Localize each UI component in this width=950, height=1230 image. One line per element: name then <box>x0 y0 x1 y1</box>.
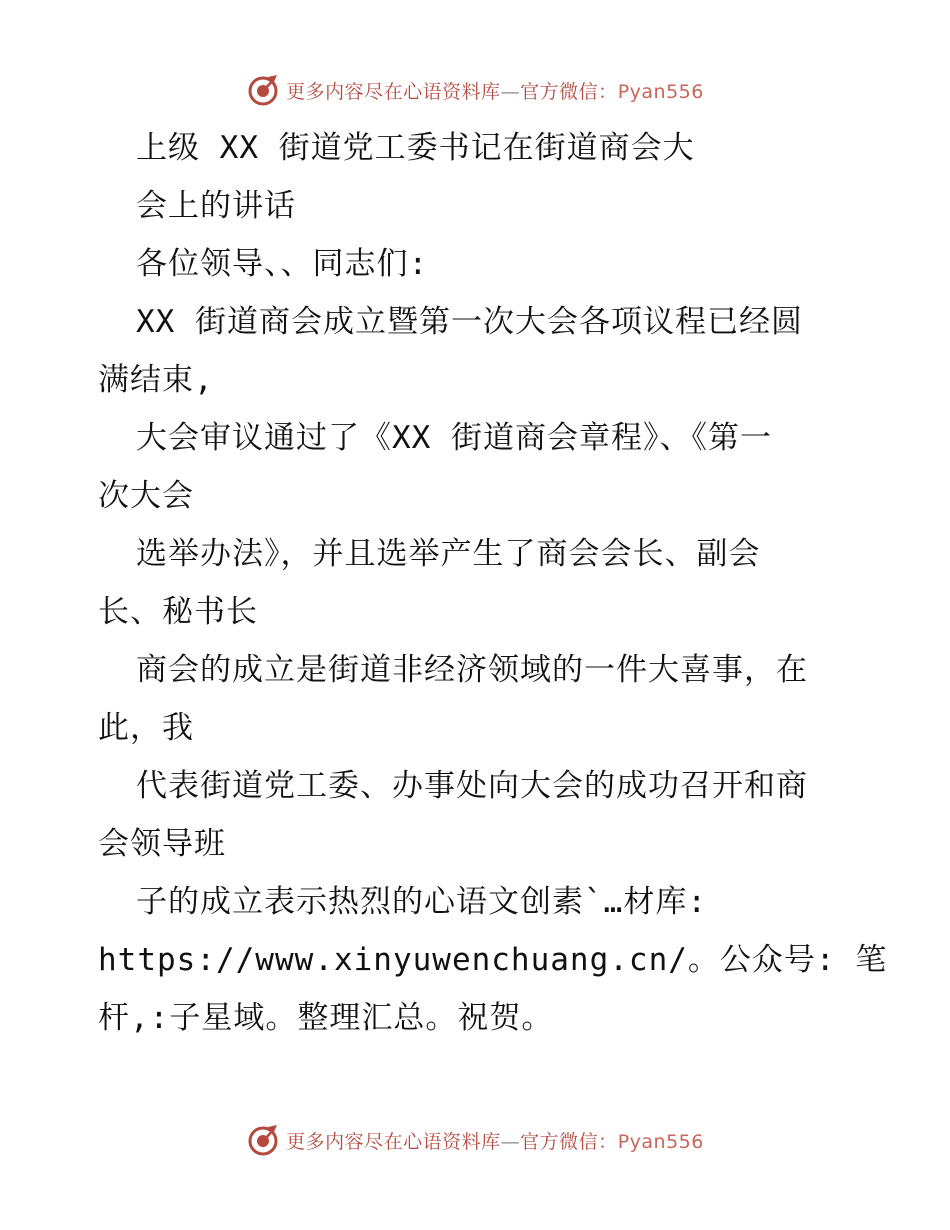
paragraph-line: XX 街道商会成立暨第一次大会各项议程已经圆 <box>136 304 803 340</box>
paragraph-line: https://www.xinyuwenchuang.cn/。公众号: 笔 <box>98 942 888 978</box>
paragraph-line: 子的成立表示热烈的心语文创素`…材库: <box>136 884 707 920</box>
paragraph-line: 选举办法》，并且选举产生了商会会长、副会 <box>136 536 761 572</box>
header-watermark <box>0 70 950 110</box>
brand-logo-icon <box>246 73 280 107</box>
watermark-separator: — <box>500 80 521 103</box>
paragraph-line: 大会审议通过了《XX 街道商会章程》、《第一 <box>136 420 772 456</box>
watermark-main: 更多内容尽在心语资料库 <box>286 1130 501 1153</box>
watermark-wechat-id: Pyan556 <box>617 80 704 103</box>
paragraph-line: 杆,:子星域。整理汇总。祝贺。 <box>98 1000 554 1036</box>
watermark-separator: — <box>500 1130 521 1153</box>
paragraph-line: 会上的讲话 <box>136 188 296 224</box>
watermark-wechat-id: Pyan556 <box>617 1130 704 1153</box>
watermark-official: 官方微信： <box>520 80 618 103</box>
paragraph-line: 此，我 <box>98 710 194 746</box>
paragraph-line: 商会的成立是街道非经济领域的一件大喜事，在 <box>136 652 808 688</box>
document-body <box>98 119 888 1047</box>
watermark-official: 官方微信： <box>520 1130 618 1153</box>
paragraph-line: 会领导班 <box>98 826 226 862</box>
paragraph-line: 各位领导、、同志们: <box>136 246 429 282</box>
watermark-text <box>286 77 704 104</box>
watermark-text <box>286 1127 704 1154</box>
paragraph-line: 上级 XX 街道党工委书记在街道商会大 <box>136 130 695 166</box>
paragraph-line: 代表街道党工委、办事处向大会的成功召开和商 <box>136 768 808 804</box>
paragraph-line: 次大会 <box>98 478 194 514</box>
watermark-main: 更多内容尽在心语资料库 <box>286 80 501 103</box>
paragraph-line: 满结束, <box>98 362 214 398</box>
footer-watermark <box>0 1120 950 1160</box>
brand-logo-icon <box>246 1123 280 1157</box>
paragraph-line: 长、秘书长 <box>98 594 258 630</box>
